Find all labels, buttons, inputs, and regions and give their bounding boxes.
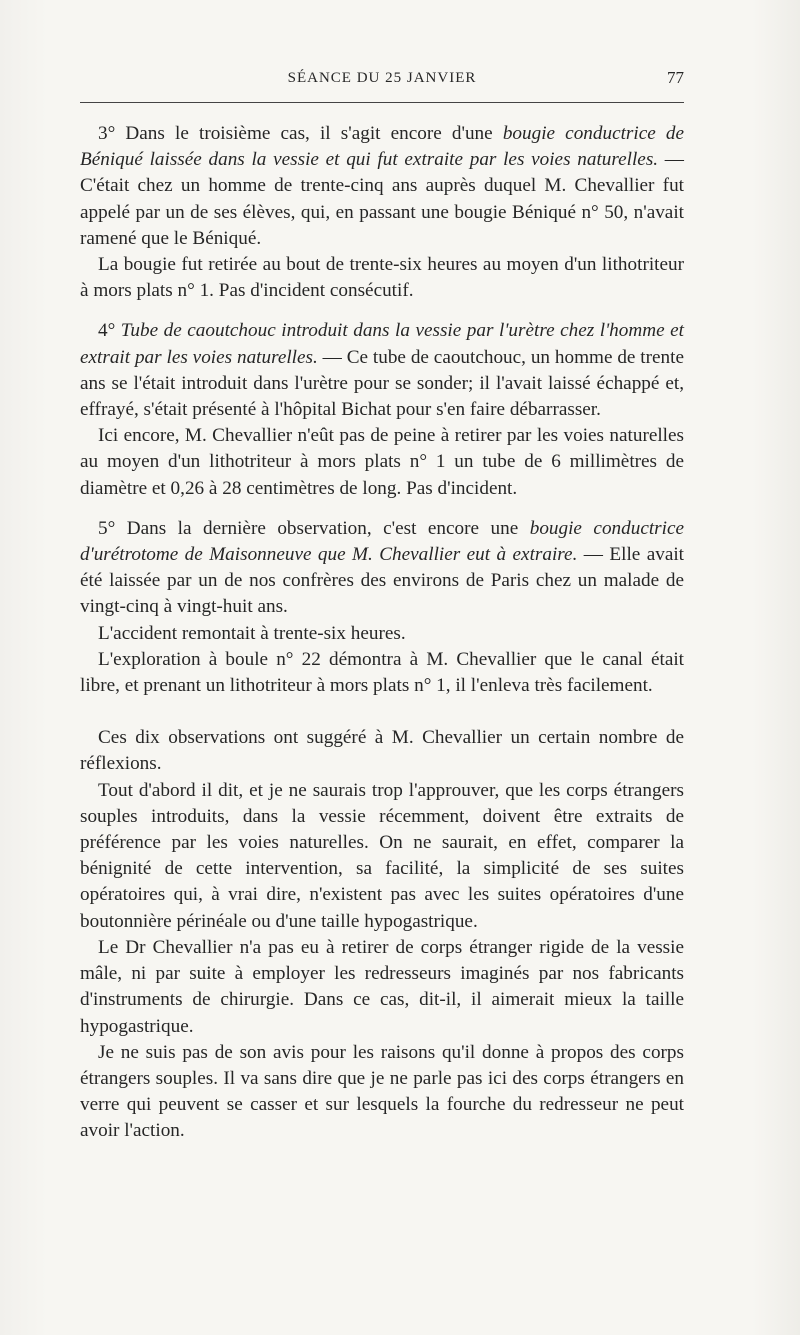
italic-text: bougie conductrice de Béniqué laissée dans la vessie et qui fut extraite par les voies naturelles. [80, 123, 685, 171]
text-run: L'exploration à boule n° 22 démontra à M. Chevallier que le canal était libre, et prenant un lithotriteur à mors plats n° 1, il l'enleva très facilement. [80, 648, 684, 697]
paragraph [80, 725, 684, 777]
paragraph [80, 121, 684, 252]
text-run: La bougie fut retirée au bout de trente-six heures au moyen d'un lithotriteur à mors plats n° 1. Pas d'incident consécutif. [80, 254, 684, 302]
text-run: — Ce tube de caoutchouc, un homme de trente ans se l'était introduit dans l'urètre pour se sonder; il l'avait laissé échappé et, effrayé, s'était présenté à l'hôpital Bichat pour s'en faire débarrasser. [80, 346, 684, 421]
text-run: 5° Dans la dernière observation, c'est encore une [98, 517, 530, 539]
italic-text: Tube de caoutchouc introduit dans la vessie par l'urètre chez l'homme et extrait par les voies naturelles. [80, 320, 684, 368]
text-run: L'accident remontait à trente-six heures. [98, 622, 406, 644]
page-number: 77 [667, 68, 684, 87]
paragraph [80, 935, 684, 1040]
text-run: 4° [98, 320, 121, 342]
paragraph [80, 778, 684, 935]
paragraph [80, 1040, 684, 1145]
text-run: Ici encore, M. Chevallier n'eût pas de peine à retirer par les voies naturelles au moyen d'un lithotriteur à mors plats n° 1 un tube de 6 millimètres de diamètre et 0,26 à 28 centimètres de long. Pas d'incident. [80, 425, 684, 499]
running-title: SÉANCE DU 25 JANVIER [287, 70, 477, 86]
paragraph [80, 318, 684, 423]
header-rule [80, 102, 684, 103]
running-header [80, 70, 684, 100]
text-run: Le Dr Chevallier n'a pas eu à retirer de corps étranger rigide de la vessie mâle, ni par suite à employer les redresseurs imaginés par nos fabricants d'instruments de chirurgie. Dans ce cas, dit-il, il aimerait mieux la taille hypogastrique. [80, 936, 684, 1037]
italic-text: bougie conductrice d'urétrotome de Maisonneuve que M. Chevallier eut à extraire. [80, 517, 684, 566]
paragraph [80, 252, 684, 304]
paragraph [80, 621, 684, 647]
text-run: Tout d'abord il dit, et je ne saurais trop l'approuver, que les corps étrangers souples introduits, dans la vessie récemment, doivent être extraits de préférence par les voies naturelles. On ne saurait, en effet, comparer la bénignité de cette intervention, sa facilité, la simplicité de ses suites opératoires qui, à vrai dire, n'existent pas avec les suites opératoires d'une boutonnière périnéale ou d'une taille hypogastrique. [80, 779, 684, 932]
paragraph [80, 423, 684, 502]
text-run: Je ne suis pas de son avis pour les raisons qu'il donne à propos des corps étrangers souples. Il va sans dire que je ne parle pas ici des corps étrangers en verre qui peuvent se casser et sur lesquels la fourche du redresseur ne peut avoir l'action. [80, 1041, 684, 1142]
paragraph [80, 516, 684, 621]
text-run: — Elle avait été laissée par un de nos confrères des environs de Paris chez un malade de vingt-cinq à vingt-huit ans. [80, 544, 685, 618]
text-run: Ces dix observations ont suggéré à M. Chevallier un certain nombre de réflexions. [80, 727, 684, 775]
body-text [80, 121, 684, 1145]
text-run: 3° Dans le troisième cas, il s'agit encore d'une [98, 123, 503, 144]
paragraph [80, 647, 684, 699]
text-run: — C'était chez un homme de trente-cinq ans auprès duquel M. Chevallier fut appelé par un de ses élèves, qui, en passant une bougie Béniqué n° 50, n'avait ramené que le Béniqué. [80, 149, 684, 249]
